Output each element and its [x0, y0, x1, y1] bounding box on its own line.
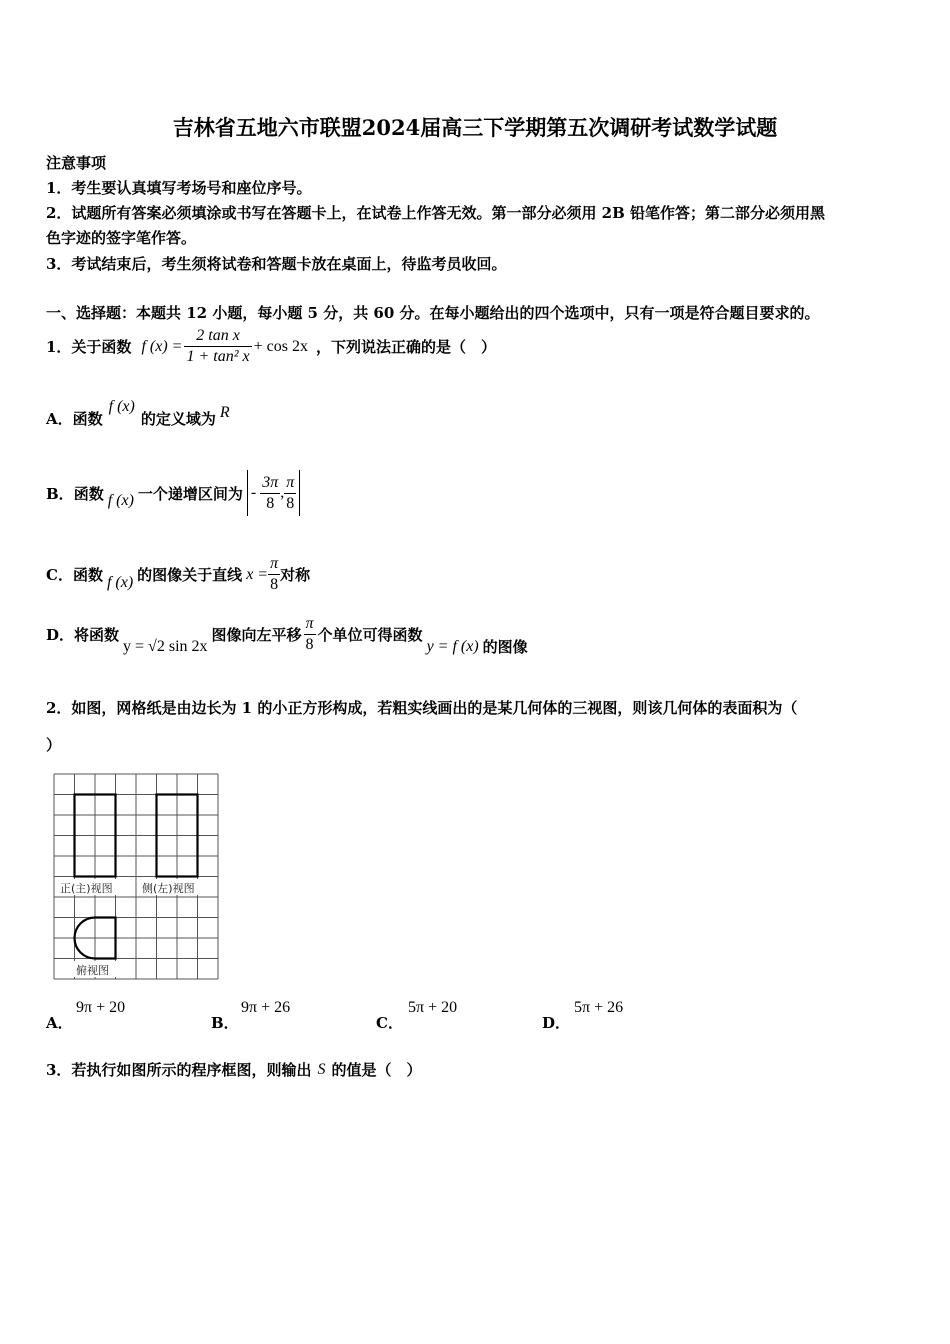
q3-math: S: [317, 1060, 326, 1078]
option-fraction: [268, 554, 280, 595]
option-text: 函数: [72, 566, 103, 584]
option-label: B．: [46, 484, 74, 503]
option-text: 函数: [73, 484, 104, 503]
q1-prefix: 1．关于函数: [46, 338, 132, 356]
three-view-figure: [52, 772, 220, 982]
q1-option-b: [46, 470, 300, 516]
q1-f-tail: + cos 2x: [253, 337, 308, 355]
note-item-2-cont: 色字迹的签字笔作答。: [46, 229, 197, 247]
q1-option-c: [46, 554, 310, 595]
option-text: 的图像: [482, 638, 528, 656]
q2-option-a-label: A．: [46, 1014, 73, 1032]
option-math: f (x): [106, 573, 134, 591]
option-label: C．: [46, 566, 73, 584]
option-fraction: [284, 473, 296, 514]
frac-num: π: [268, 554, 280, 575]
frac-den: 8: [286, 494, 295, 512]
front-view-label: 正(主)视图: [60, 882, 113, 895]
question-2-line2: ）: [46, 736, 62, 754]
section-heading: 一、选择题：本题共 12 小题，每小题 5 分，共 60 分。在每小题给出的四个选项中，只有一项是符合题目要求的。: [46, 304, 820, 322]
option-fraction: [260, 473, 280, 514]
q2-option-b-value: 9π + 26: [241, 999, 291, 1016]
q3-prefix: 3．若执行如图所示的程序框图，则输出: [46, 1061, 312, 1079]
option-text: 对称: [280, 566, 311, 584]
q2-option-c-label: C．: [376, 1014, 403, 1032]
option-math: f (x): [108, 397, 135, 415]
option-math: R: [219, 403, 230, 421]
frac-den: 8: [270, 576, 279, 593]
option-label: A．: [46, 410, 73, 428]
option-math: -: [250, 484, 257, 501]
option-text: 的定义域为: [140, 410, 216, 428]
q1-option-a: [46, 397, 230, 429]
frac-den: 8: [266, 494, 275, 512]
q2-option-d-label: D．: [542, 1014, 571, 1032]
page-title: 吉林省五地六市联盟2024届高三下学期第五次调研考试数学试题: [172, 115, 778, 140]
q1-option-d: [46, 614, 528, 655]
q2-option-a-value: 9π + 20: [76, 999, 126, 1016]
question-2-line1: 2．如图，网格纸是由边长为 1 的小正方形构成，若粗实线画出的是某几何体的三视图，则该几何体的表面积为（: [46, 699, 798, 717]
note-item-1: 1．考生要认真填写考场号和座位序号。: [46, 179, 312, 197]
top-view-label: 俯视图: [76, 964, 109, 977]
frac-num: 3π: [260, 473, 280, 494]
q2-option-b-label: B．: [211, 1014, 239, 1032]
notes-heading: 注意事项: [46, 154, 107, 172]
q1-frac-num: 2 tan x: [184, 326, 251, 347]
side-view-label: 侧(左)视图: [142, 882, 195, 895]
question-3: [46, 1059, 421, 1080]
option-text: 的图像关于直线: [137, 566, 243, 584]
option-text: 个单位可得函数: [317, 626, 423, 644]
interval-bracket: [247, 470, 300, 516]
frac-num: π: [284, 473, 296, 494]
option-text: 将函数: [74, 626, 120, 644]
option-math: y = √2 sin 2x: [123, 637, 208, 655]
question-1: [46, 326, 496, 367]
q1-suffix: ，下列说法正确的是（ ）: [315, 338, 496, 356]
option-math: x =: [246, 565, 269, 583]
q1-f-lhs: f (x) =: [141, 337, 183, 355]
option-math: ,: [280, 484, 285, 501]
note-item-3: 3．考试结束后，考生须将试卷和答题卡放在桌面上，待监考员收回。: [46, 255, 507, 273]
frac-num: π: [305, 615, 314, 632]
q2-option-c-value: 5π + 20: [408, 999, 458, 1016]
option-math: y = f (x): [426, 637, 479, 655]
frac-den: 8: [304, 634, 316, 655]
q2-option-d-value: 5π + 26: [574, 999, 624, 1016]
q3-suffix: 的值是（ ）: [331, 1061, 422, 1079]
option-text: 一个递增区间为: [137, 484, 243, 503]
option-text: 图像向左平移: [211, 626, 302, 644]
note-item-2: 2．试题所有答案必须填涂或书写在答题卡上，在试卷上作答无效。第一部分必须用 2B 铅笔作答；第二部分必须用黑: [46, 204, 826, 222]
option-label: D．: [46, 626, 75, 644]
option-text: 函数: [72, 410, 103, 428]
q1-frac-den: 1 + tan² x: [186, 348, 250, 365]
q1-fraction: [184, 326, 251, 367]
option-fraction: [304, 614, 316, 655]
option-math: f (x): [107, 492, 134, 509]
